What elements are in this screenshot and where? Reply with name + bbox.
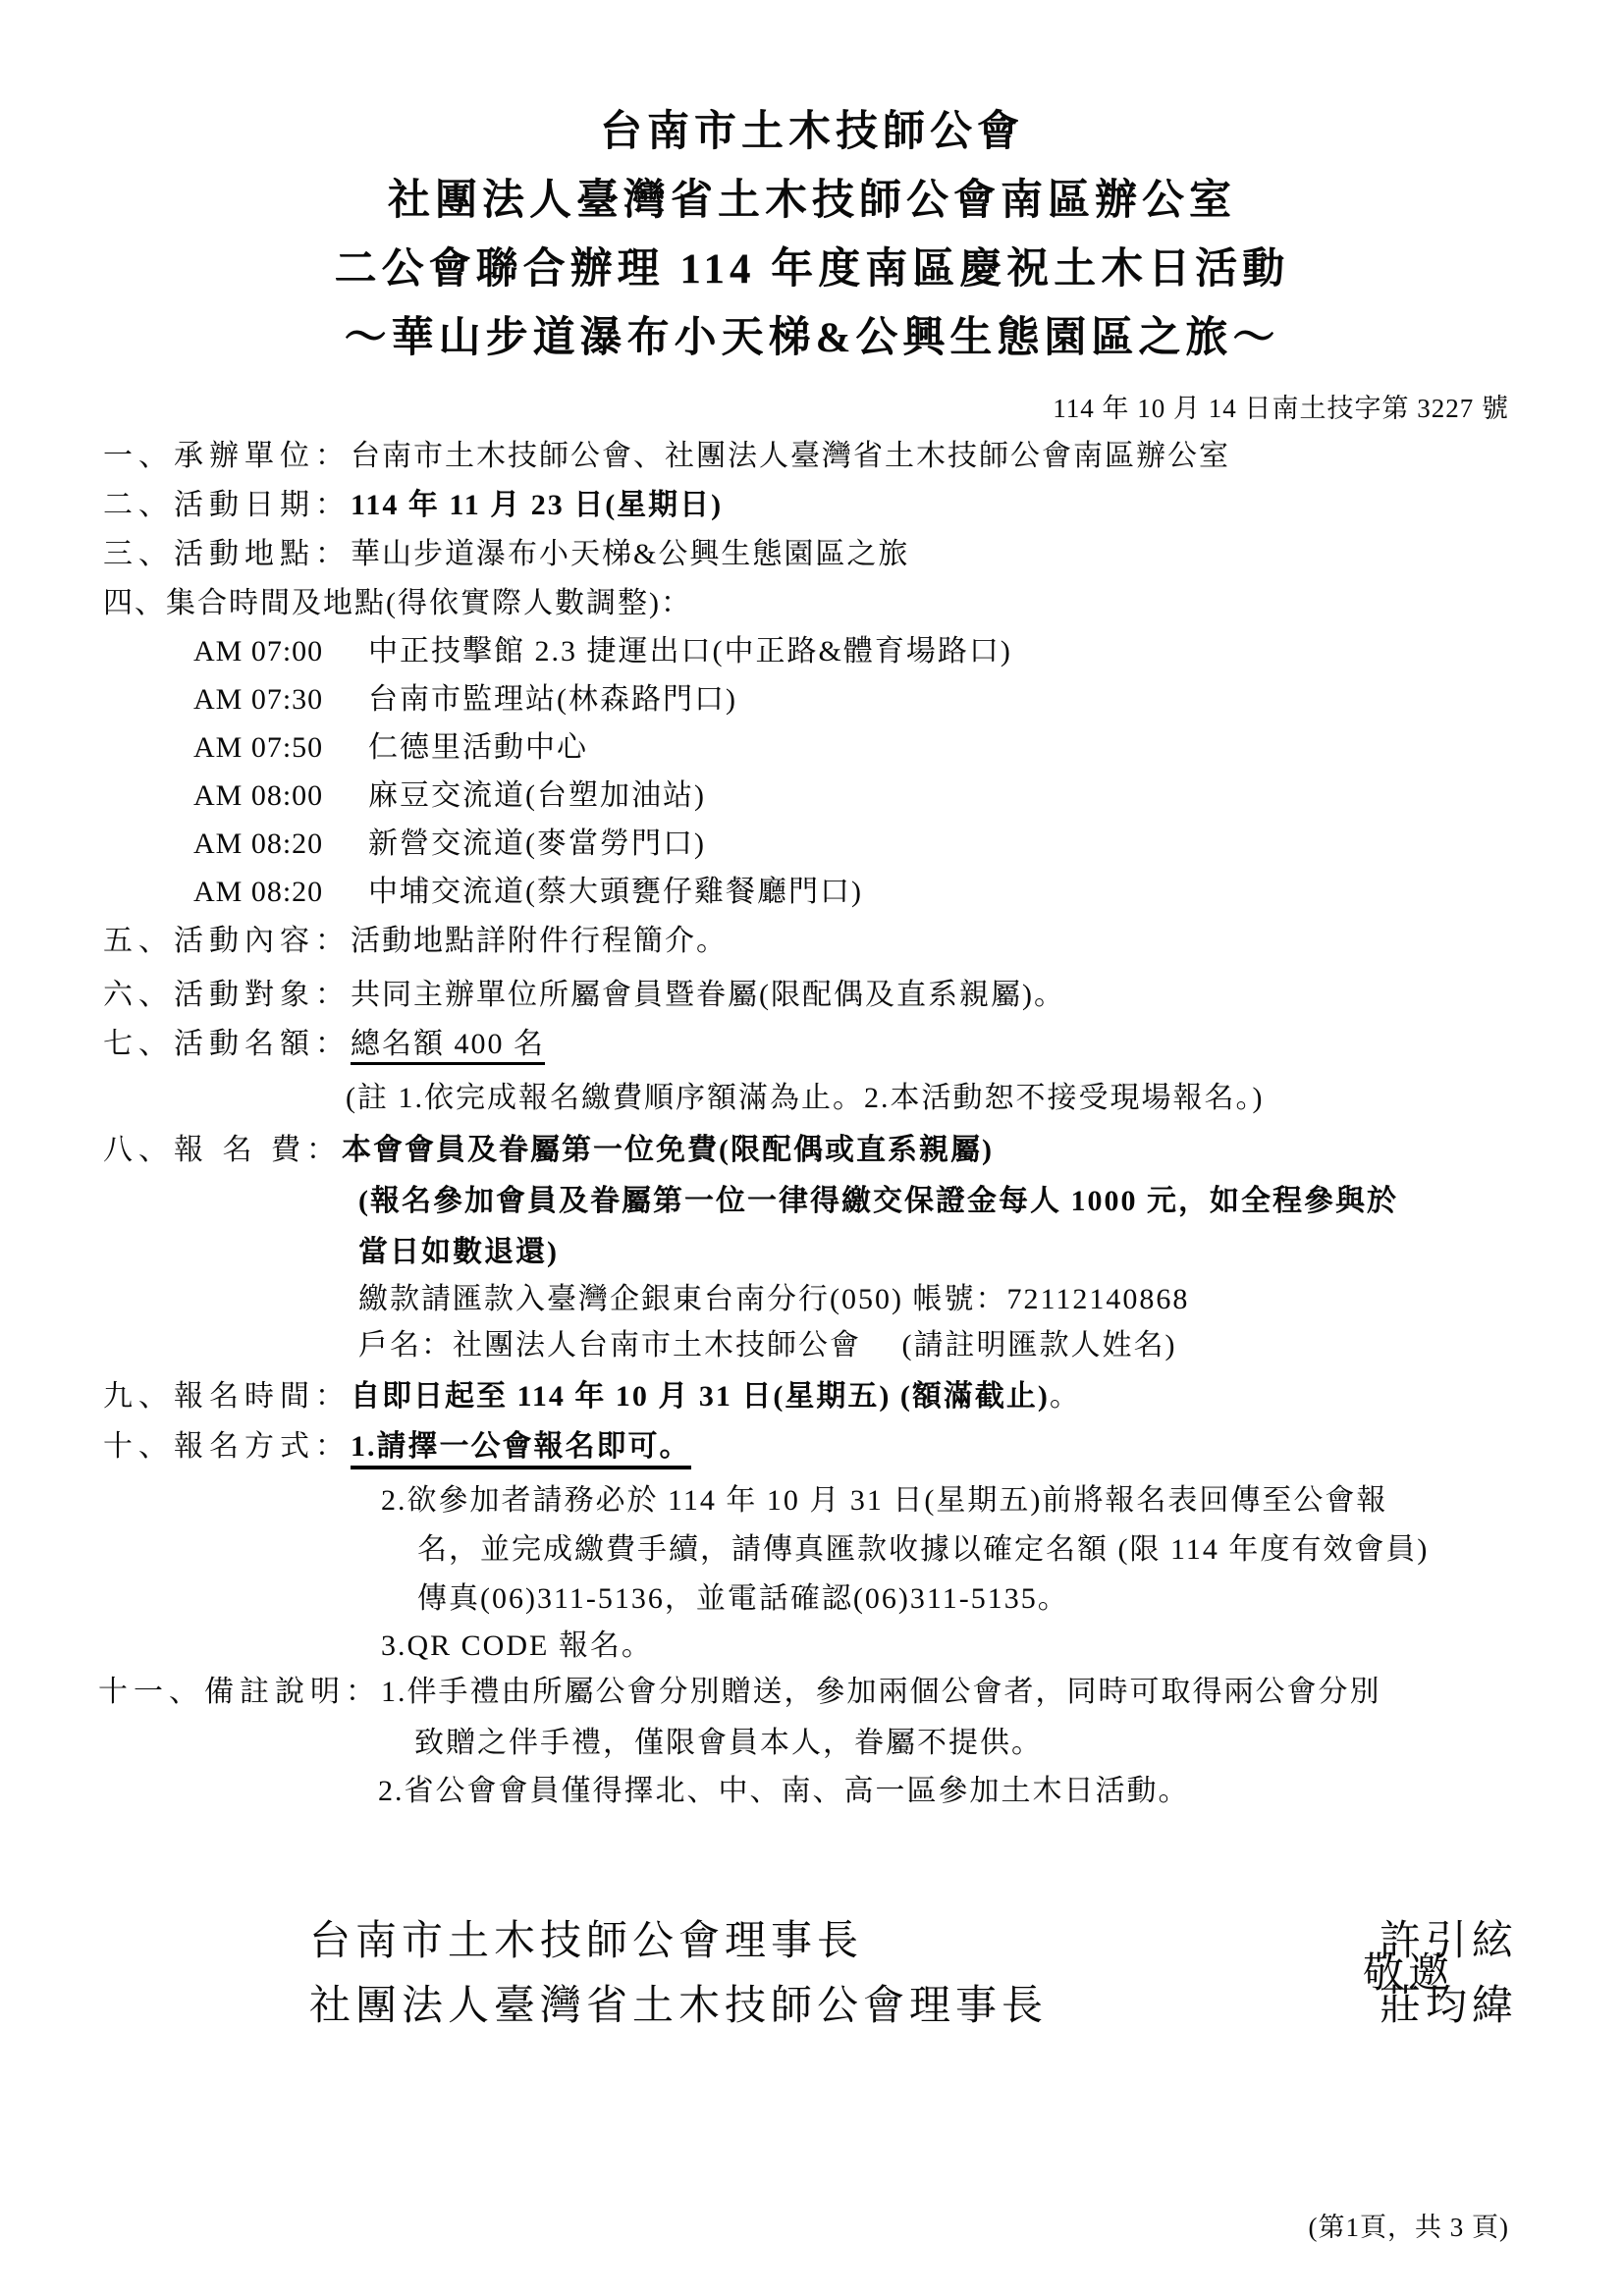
signature-name-1: 許引絃 xyxy=(1380,1919,1519,1964)
schedule-row-1 xyxy=(193,633,1012,670)
item-8-deposit-line-2: 當日如數退還) xyxy=(358,1236,559,1268)
item-7-label: 七、活動名額： xyxy=(103,1028,351,1060)
item-11-line-3: 2.省公會會員僅得擇北、中、南、高一區參加土木日活動。 xyxy=(378,1775,1190,1807)
item-6-audience xyxy=(103,977,1065,1014)
item-11-line-2: 致贈之伴手禮，僅限會員本人，眷屬不提供。 xyxy=(414,1727,1043,1759)
item-11-label: 十一、備註說明： xyxy=(98,1676,381,1708)
doc-title-line-1: 台南市土木技師公會 xyxy=(600,109,1024,155)
signature-row-1 xyxy=(309,1916,1519,1968)
schedule-place-2: 台南市監理站(林森路門口) xyxy=(368,683,737,716)
item-9-registration-period xyxy=(103,1378,1081,1415)
item-8-bank-account: 繳款請匯款入臺灣企銀東台南分行(050) 帳號：72112140868 xyxy=(358,1283,1190,1315)
item-6-value: 共同主辦單位所屬會員暨眷屬(限配偶及直系親屬)。 xyxy=(351,979,1065,1011)
item-2-value: 114 年 11 月 23 日(星期日) xyxy=(351,489,724,521)
schedule-row-2 xyxy=(193,681,737,719)
item-5-value: 活動地點詳附件行程簡介。 xyxy=(351,925,728,957)
item-1-organizer xyxy=(103,438,1230,475)
item-9-value-end: 。 xyxy=(1049,1380,1081,1413)
item-8-value: 本會會員及眷屬第一位免費(限配偶或直系親屬) xyxy=(342,1134,994,1166)
schedule-row-6 xyxy=(193,874,863,911)
signature-title-1: 台南市土木技師公會理事長 xyxy=(309,1919,864,1964)
item-8-account-name: 戶名：社團法人台南市土木技師公會 (請註明匯款人姓名) xyxy=(358,1329,1177,1362)
item-2-event-date xyxy=(103,487,723,524)
schedule-time-2: AM 07:30 xyxy=(193,683,324,716)
item-9-value: 自即日起至 114 年 10 月 31 日(星期五) (額滿截止) xyxy=(351,1380,1050,1413)
doc-title-line-3: 二公會聯合辦理 114 年度南區慶祝土木日活動 xyxy=(334,246,1290,293)
item-3-value: 華山步道瀑布小天梯&公興生態園區之旅 xyxy=(351,538,910,570)
item-4-meeting-header: 四、集合時間及地點(得依實際人數調整)： xyxy=(103,587,692,619)
item-11-value: 1.伴手禮由所屬公會分別贈送，參加兩個公會者，同時可取得兩公會分別 xyxy=(381,1676,1381,1708)
item-7-note: (註 1.依完成報名繳費順序額滿為止。2.本活動恕不接受現場報名。) xyxy=(346,1082,1265,1114)
schedule-place-6: 中埔交流道(蔡大頭甕仔雞餐廳門口) xyxy=(368,876,863,908)
item-10-registration-method xyxy=(103,1428,691,1466)
schedule-time-1: AM 07:00 xyxy=(193,635,324,667)
item-8-deposit-line-1: (報名參加會員及眷屬第一位一律得繳交保證金每人 1000 元，如全程參與於 xyxy=(358,1185,1398,1217)
page-number: (第1頁，共 3 頁) xyxy=(1308,2213,1509,2242)
item-5-label: 五、活動內容： xyxy=(103,925,351,957)
schedule-time-5: AM 08:20 xyxy=(193,828,324,860)
item-10-label: 十、報名方式： xyxy=(103,1430,351,1463)
item-2-label: 二、活動日期： xyxy=(103,489,351,521)
signature-row-2 xyxy=(309,1981,1519,2033)
signature-name-2: 莊均緯 xyxy=(1380,1984,1519,2029)
schedule-row-4 xyxy=(193,777,706,815)
doc-title-line-4: ～華山步道瀑布小天梯&公興生態園區之旅～ xyxy=(344,315,1280,361)
schedule-row-5 xyxy=(193,826,706,863)
schedule-time-6: AM 08:20 xyxy=(193,876,324,908)
item-10-value: 1.請擇一公會報名即可。 xyxy=(351,1430,691,1469)
item-10-line-2: 2.欲參加者請務必於 114 年 10 月 31 日(星期五)前將報名表回傳至公會報 xyxy=(381,1484,1388,1517)
invite-text: 敬邀 xyxy=(1363,1951,1454,1997)
item-6-label: 六、活動對象： xyxy=(103,979,351,1011)
schedule-place-3: 仁德里活動中心 xyxy=(368,731,588,764)
item-1-label: 一、承辦單位： xyxy=(103,440,351,472)
item-11-remarks xyxy=(98,1674,1381,1711)
doc-title-line-2: 社團法人臺灣省土木技師公會南區辦公室 xyxy=(388,178,1236,224)
item-9-label: 九、報名時間： xyxy=(103,1380,351,1413)
item-10-fax-line: 傳真(06)311-5136，並電話確認(06)311-5135。 xyxy=(417,1582,1069,1615)
item-7-quota xyxy=(103,1026,545,1063)
schedule-place-5: 新營交流道(麥當勞門口) xyxy=(368,828,706,860)
schedule-time-3: AM 07:50 xyxy=(193,731,324,764)
reference-number: 114 年 10 月 14 日南土技字第 3227 號 xyxy=(1053,394,1509,423)
schedule-time-4: AM 08:00 xyxy=(193,779,324,812)
schedule-row-3 xyxy=(193,729,588,767)
item-1-value: 台南市土木技師公會、社團法人臺灣省土木技師公會南區辦公室 xyxy=(351,440,1230,472)
schedule-place-1: 中正技擊館 2.3 捷運出口(中正路&體育場路口) xyxy=(368,635,1012,667)
schedule-place-4: 麻豆交流道(台塑加油站) xyxy=(368,779,706,812)
item-10-line-3: 名，並完成繳費手續，請傳真匯款收據以確定名額 (限 114 年度有效會員) xyxy=(417,1533,1430,1566)
item-8-fee xyxy=(103,1132,994,1169)
item-5-content xyxy=(103,923,728,960)
item-8-label: 八、報 名 費： xyxy=(103,1134,342,1166)
item-10-qrcode-line: 3.QR CODE 報名。 xyxy=(381,1629,653,1662)
item-3-event-place xyxy=(103,536,909,573)
signature-title-2: 社團法人臺灣省土木技師公會理事長 xyxy=(309,1984,1049,2029)
item-3-label: 三、活動地點： xyxy=(103,538,351,570)
item-7-value: 總名額 400 名 xyxy=(351,1028,545,1065)
